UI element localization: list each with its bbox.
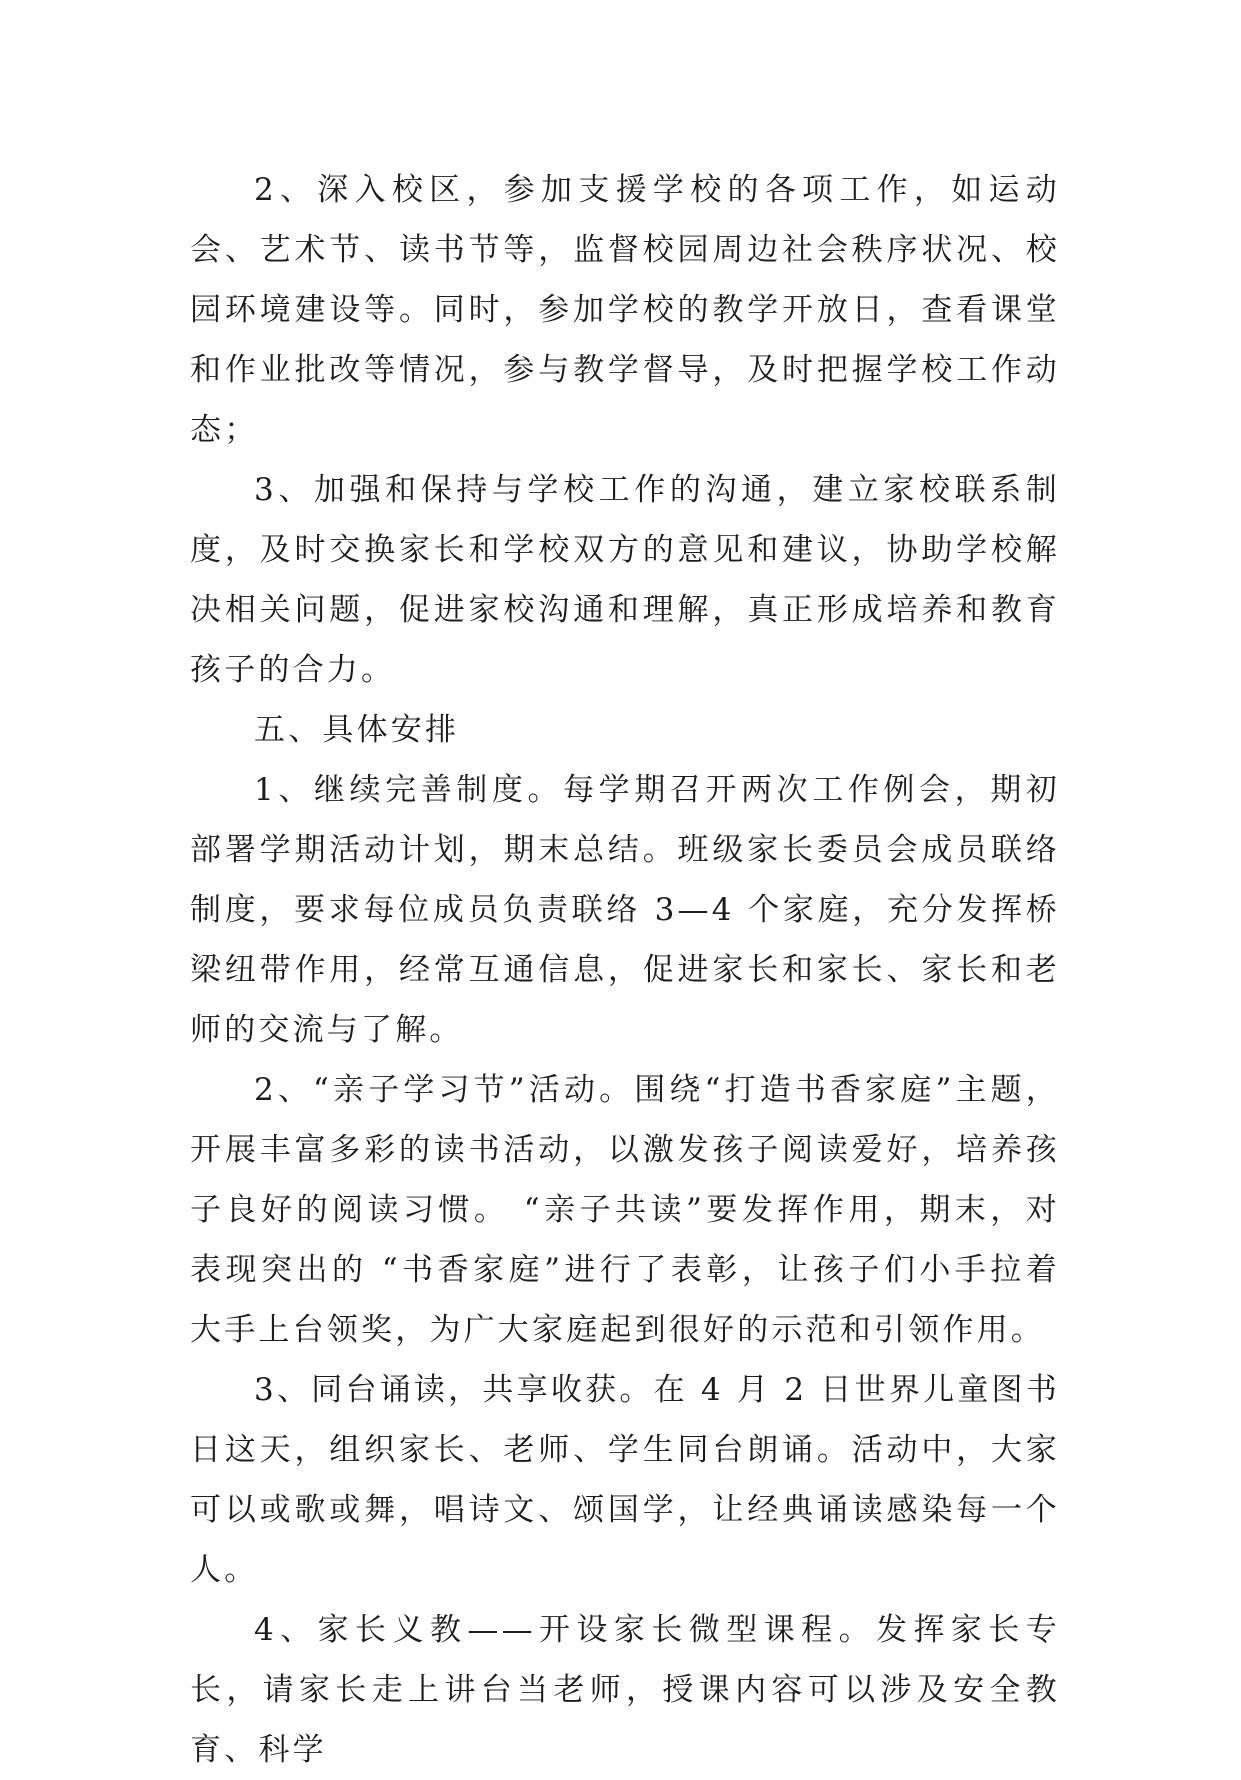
paragraph-parent-teaching: 4、家长义教——开设家长微型课程。发挥家长专长，请家长走上讲台当老师，授课内容可以涉及安全教育、科学 bbox=[190, 1612, 1060, 1768]
section-heading-arrangements: 五、具体安排 bbox=[254, 712, 460, 748]
paragraph-joint-recitation: 3、同台诵读，共享收获。在 4 月 2 日世界儿童图书日这天，组织家长、老师、学生同台朗诵。活动中，大家可以或歌或舞，唱诗文、颂国学，让经典诵读感染每一个人。 bbox=[190, 1372, 1060, 1588]
paragraph-school-participation: 2、深入校区，参加支援学校的各项工作，如运动会、艺术节、读书节等，监督校园周边社会秩序状况、校园环境建设等。同时，参加学校的教学开放日，查看课堂和作业批改等情况，参与教学督导，及时把握学校工作动态； bbox=[190, 172, 1060, 448]
paragraph-improve-system: 1、继续完善制度。每学期召开两次工作例会，期初部署学期活动计划，期末总结。班级家长委员会成员联络制度，要求每位成员负责联络 3—4 个家庭，充分发挥桥梁纽带作用，经常互通信息，促进家长和家长、家长和老师的交流与了解。 bbox=[190, 772, 1060, 1048]
paragraph-parent-child-learning: 2、“亲子学习节”活动。围绕“打造书香家庭”主题，开展丰富多彩的读书活动，以激发孩子阅读爱好，培养孩子良好的阅读习惯。 “亲子共读”要发挥作用，期末，对表现突出的 “书香家庭”进行了表彰，让孩子们小手拉着大手上台领奖，为广大家庭起到很好的示范和引领作用。 bbox=[190, 1072, 1060, 1348]
paragraph-home-school-communication: 3、加强和保持与学校工作的沟通，建立家校联系制度，及时交换家长和学校双方的意见和建议，协助学校解决相关问题，促进家校沟通和理解，真正形成培养和教育孩子的合力。 bbox=[190, 472, 1060, 688]
document-body bbox=[190, 160, 1060, 1780]
